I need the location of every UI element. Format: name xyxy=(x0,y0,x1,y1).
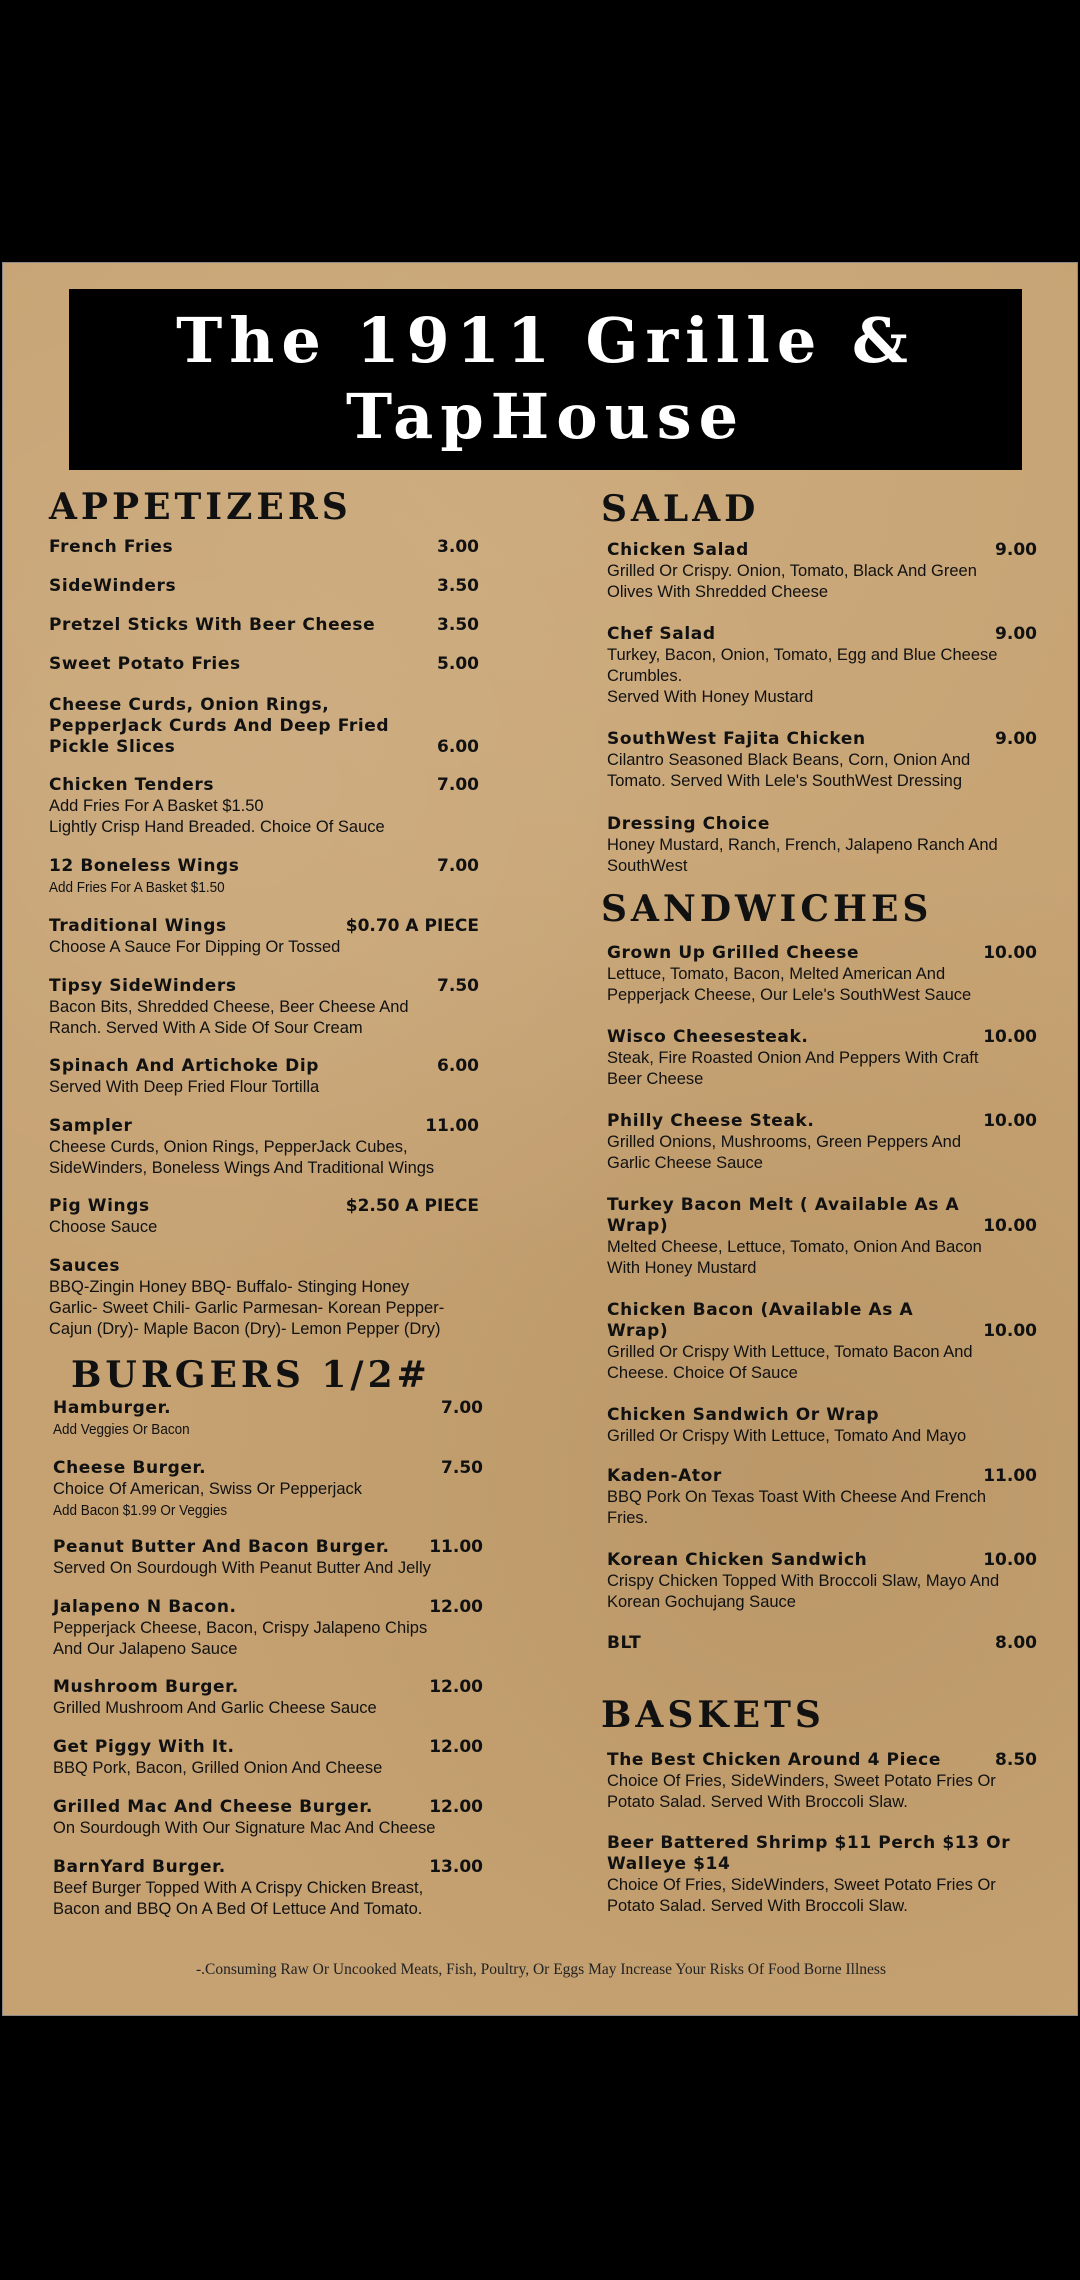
item-description: Honey Mustard, Ranch, French, Jalapeno Ranch And xyxy=(607,836,998,854)
item-price: 12.00 xyxy=(429,1677,483,1697)
item-price: 6.00 xyxy=(437,1056,479,1076)
item-price: 12.00 xyxy=(429,1737,483,1757)
menu-item xyxy=(607,1405,1037,1447)
menu-item xyxy=(53,1597,483,1660)
item-name: BLT xyxy=(607,1633,642,1653)
menu-item xyxy=(53,1857,483,1920)
item-price: 13.00 xyxy=(429,1857,483,1877)
item-description: Fries. xyxy=(607,1509,649,1527)
menu-item xyxy=(49,856,479,898)
item-name: Dressing Choice xyxy=(607,814,770,834)
menu-item xyxy=(49,654,479,675)
item-description: Bacon and BBQ On A Bed Of Lettuce And Tomato. xyxy=(53,1900,423,1918)
menu-item xyxy=(607,814,1037,877)
item-description: Beef Burger Topped With A Crispy Chicken Breast, xyxy=(53,1879,424,1897)
title-line-1: The 1911 Grille & xyxy=(176,304,915,377)
menu-item xyxy=(53,1537,483,1579)
item-name: SideWinders xyxy=(49,576,177,596)
item-price: 12.00 xyxy=(429,1597,483,1617)
item-description: Crumbles. xyxy=(607,667,683,685)
item-name: Philly Cheese Steak. xyxy=(607,1111,815,1131)
item-name: Grilled Mac And Cheese Burger. xyxy=(53,1797,373,1817)
item-description: Add Fries For A Basket $1.50 xyxy=(49,879,225,896)
menu-item xyxy=(49,695,479,758)
item-price: 7.50 xyxy=(437,976,479,996)
item-description: Grilled Or Crispy. Onion, Tomato, Black And Green xyxy=(607,562,977,580)
menu-item xyxy=(53,1398,483,1440)
item-description: Grilled Or Crispy With Lettuce, Tomato Bacon And xyxy=(607,1343,973,1361)
menu-item xyxy=(49,976,479,1039)
item-description: And Our Jalapeno Sauce xyxy=(53,1640,238,1658)
menu-item xyxy=(49,1116,479,1179)
item-price: 7.50 xyxy=(441,1458,483,1478)
item-description: Crispy Chicken Topped With Broccoli Slaw, Mayo And xyxy=(607,1572,1000,1590)
menu-item xyxy=(53,1737,483,1779)
menu-item xyxy=(53,1677,483,1719)
menu-item xyxy=(607,1833,1037,1917)
item-description: Choose A Sauce For Dipping Or Tossed xyxy=(49,938,341,956)
item-description: Choice Of American, Swiss Or Pepperjack xyxy=(53,1480,363,1498)
item-price: 10.00 xyxy=(983,1321,1037,1341)
item-name: Chicken Bacon (Available As A Wrap) xyxy=(607,1300,914,1341)
item-name: Korean Chicken Sandwich xyxy=(607,1550,868,1570)
salad-heading: SALAD xyxy=(601,488,760,530)
menu-item xyxy=(607,943,1037,1006)
menu-item xyxy=(607,1300,1037,1384)
menu-item xyxy=(49,916,479,958)
menu-item xyxy=(53,1797,483,1839)
item-name: Wisco Cheesesteak. xyxy=(607,1027,809,1047)
item-name: Tipsy SideWinders xyxy=(49,976,237,996)
item-name: The Best Chicken Around 4 Piece xyxy=(607,1750,941,1770)
item-name: Pig Wings xyxy=(49,1196,150,1216)
item-description: BBQ Pork, Bacon, Grilled Onion And Cheese xyxy=(53,1759,383,1777)
item-description: Served On Sourdough With Peanut Butter And Jelly xyxy=(53,1559,431,1577)
title-banner xyxy=(69,289,1022,470)
menu-item xyxy=(607,1466,1037,1529)
item-name: Beer Battered Shrimp $11 Perch $13 Or Walleye $14 xyxy=(607,1833,1011,1874)
item-description: Add Bacon $1.99 Or Veggies xyxy=(53,1502,228,1519)
item-name: 12 Boneless Wings xyxy=(49,856,240,876)
item-name: Traditional Wings xyxy=(49,916,227,936)
sandwiches-heading: SANDWICHES xyxy=(601,888,933,930)
item-name: Kaden-Ator xyxy=(607,1466,722,1486)
item-description: Garlic Cheese Sauce xyxy=(607,1154,763,1172)
menu-item xyxy=(607,540,1037,603)
item-description: Turkey, Bacon, Onion, Tomato, Egg and Blue Cheese xyxy=(607,646,998,664)
item-description: Cheese. Choice Of Sauce xyxy=(607,1364,798,1382)
item-description: Olives With Shredded Cheese xyxy=(607,583,829,601)
item-name: Cheese Burger. xyxy=(53,1458,207,1478)
item-description: Cilantro Seasoned Black Beans, Corn, Onion And xyxy=(607,751,971,769)
item-price: 10.00 xyxy=(983,1216,1037,1236)
item-name: Sampler xyxy=(49,1116,133,1136)
item-price: 7.00 xyxy=(437,856,479,876)
menu-item xyxy=(49,1056,479,1098)
item-description: Potato Salad. Served With Broccoli Slaw. xyxy=(607,1793,908,1811)
menu-item xyxy=(49,537,479,558)
health-disclaimer: -.Consuming Raw Or Uncooked Meats, Fish, Poultry, Or Eggs May Increase Your Risks Of Food Borne Illness xyxy=(196,1961,886,1978)
item-description: BBQ Pork On Texas Toast With Cheese And French xyxy=(607,1488,987,1506)
appetizers-heading: APPETIZERS xyxy=(49,486,352,528)
item-description: Melted Cheese, Lettuce, Tomato, Onion And Bacon xyxy=(607,1238,982,1256)
item-name: SouthWest Fajita Chicken xyxy=(607,729,866,749)
item-price: 11.00 xyxy=(429,1537,483,1557)
item-description: Choice Of Fries, SideWinders, Sweet Potato Fries Or xyxy=(607,1876,996,1894)
item-price: 9.00 xyxy=(995,729,1037,749)
item-price: 7.00 xyxy=(437,775,479,795)
item-name: Cheese Curds, Onion Rings, PepperJack Curds And Deep Fried Pickle Slices xyxy=(49,695,390,757)
item-price: 3.00 xyxy=(437,537,479,557)
menu-item xyxy=(607,624,1037,708)
menu-item xyxy=(607,1111,1037,1174)
item-price: 10.00 xyxy=(983,1550,1037,1570)
item-description: Pepperjack Cheese, Bacon, Crispy Jalapeno Chips xyxy=(53,1619,428,1637)
item-description: Grilled Mushroom And Garlic Cheese Sauce xyxy=(53,1699,377,1717)
item-name: Sweet Potato Fries xyxy=(49,654,241,674)
item-price: 10.00 xyxy=(983,943,1037,963)
menu-item xyxy=(49,1256,479,1340)
item-price: 6.00 xyxy=(437,737,479,757)
item-description: Beer Cheese xyxy=(607,1070,704,1088)
item-name: Chicken Sandwich Or Wrap xyxy=(607,1405,880,1425)
item-description: Korean Gochujang Sauce xyxy=(607,1593,796,1611)
item-name: Hamburger. xyxy=(53,1398,172,1418)
item-description: SouthWest xyxy=(607,857,688,875)
item-description: With Honey Mustard xyxy=(607,1259,757,1277)
title-line-2: TapHouse xyxy=(345,380,746,453)
item-price: 5.00 xyxy=(437,654,479,674)
item-description: Lightly Crisp Hand Breaded. Choice Of Sauce xyxy=(49,818,385,836)
menu-item xyxy=(607,1195,1037,1279)
item-description: SideWinders, Boneless Wings And Traditional Wings xyxy=(49,1159,435,1177)
item-description: Bacon Bits, Shredded Cheese, Beer Cheese And xyxy=(49,998,409,1016)
item-price: 12.00 xyxy=(429,1797,483,1817)
item-name: Chef Salad xyxy=(607,624,716,644)
menu-item xyxy=(49,1196,479,1238)
item-name: Chicken Tenders xyxy=(49,775,215,795)
menu-item xyxy=(49,775,479,838)
item-name: Jalapeno N Bacon. xyxy=(53,1597,237,1617)
item-name: Spinach And Artichoke Dip xyxy=(49,1056,320,1076)
item-description: Add Veggies Or Bacon xyxy=(53,1421,190,1438)
item-description: Grilled Or Crispy With Lettuce, Tomato And Mayo xyxy=(607,1427,967,1445)
item-price: 11.00 xyxy=(983,1466,1037,1486)
item-description: Choice Of Fries, SideWinders, Sweet Potato Fries Or xyxy=(607,1772,996,1790)
item-description: Grilled Onions, Mushrooms, Green Peppers And xyxy=(607,1133,962,1151)
menu-item xyxy=(607,1750,1037,1813)
item-name: Turkey Bacon Melt ( Available As A Wrap) xyxy=(607,1195,960,1236)
item-description: Garlic- Sweet Chili- Garlic Parmesan- Korean Pepper- xyxy=(49,1299,445,1317)
item-description: Served With Honey Mustard xyxy=(607,688,814,706)
item-price: 7.00 xyxy=(441,1398,483,1418)
menu-item xyxy=(607,1027,1037,1090)
item-price: 9.00 xyxy=(995,540,1037,560)
item-description: On Sourdough With Our Signature Mac And Cheese xyxy=(53,1819,436,1837)
item-description: Steak, Fire Roasted Onion And Peppers With Craft xyxy=(607,1049,979,1067)
menu-item xyxy=(607,1633,1037,1654)
item-name: Get Piggy With It. xyxy=(53,1737,235,1757)
item-price: 9.00 xyxy=(995,624,1037,644)
item-name: Pretzel Sticks With Beer Cheese xyxy=(49,615,376,635)
burgers-heading: BURGERS 1/2# xyxy=(71,1354,431,1396)
menu-item xyxy=(49,576,479,597)
item-name: Sauces xyxy=(49,1256,121,1276)
item-description: BBQ-Zingin Honey BBQ- Buffalo- Stinging Honey xyxy=(49,1278,410,1296)
baskets-heading: BASKETS xyxy=(601,1694,825,1736)
item-description: Cheese Curds, Onion Rings, PepperJack Cubes, xyxy=(49,1138,408,1156)
item-price: 10.00 xyxy=(983,1111,1037,1131)
item-description: Served With Deep Fried Flour Tortilla xyxy=(49,1078,320,1096)
item-price: 3.50 xyxy=(437,615,479,635)
item-price: 10.00 xyxy=(983,1027,1037,1047)
item-name: Grown Up Grilled Cheese xyxy=(607,943,860,963)
item-description: Add Fries For A Basket $1.50 xyxy=(49,797,264,815)
item-name: Chicken Salad xyxy=(607,540,749,560)
item-name: Peanut Butter And Bacon Burger. xyxy=(53,1537,390,1557)
menu-item xyxy=(607,729,1037,792)
item-price: 11.00 xyxy=(425,1116,479,1136)
item-description: Tomato. Served With Lele's SouthWest Dressing xyxy=(607,772,962,790)
item-price: 3.50 xyxy=(437,576,479,596)
item-description: Lettuce, Tomato, Bacon, Melted American And xyxy=(607,965,946,983)
item-name: French Fries xyxy=(49,537,174,557)
menu-item xyxy=(49,615,479,636)
item-price: 8.50 xyxy=(995,1750,1037,1770)
item-description: Ranch. Served With A Side Of Sour Cream xyxy=(49,1019,363,1037)
item-price: $2.50 A PIECE xyxy=(345,1196,479,1216)
item-price: 8.00 xyxy=(995,1633,1037,1653)
item-description: Pepperjack Cheese, Our Lele's SouthWest Sauce xyxy=(607,986,972,1004)
item-name: Mushroom Burger. xyxy=(53,1677,239,1697)
item-description: Cajun (Dry)- Maple Bacon (Dry)- Lemon Pepper (Dry) xyxy=(49,1320,441,1338)
item-name: BarnYard Burger. xyxy=(53,1857,226,1877)
menu-item xyxy=(607,1550,1037,1613)
menu-item xyxy=(53,1458,483,1521)
item-price: $0.70 A PIECE xyxy=(345,916,479,936)
menu-board xyxy=(2,262,1078,2016)
item-description: Potato Salad. Served With Broccoli Slaw. xyxy=(607,1897,908,1915)
item-description: Choose Sauce xyxy=(49,1218,158,1236)
